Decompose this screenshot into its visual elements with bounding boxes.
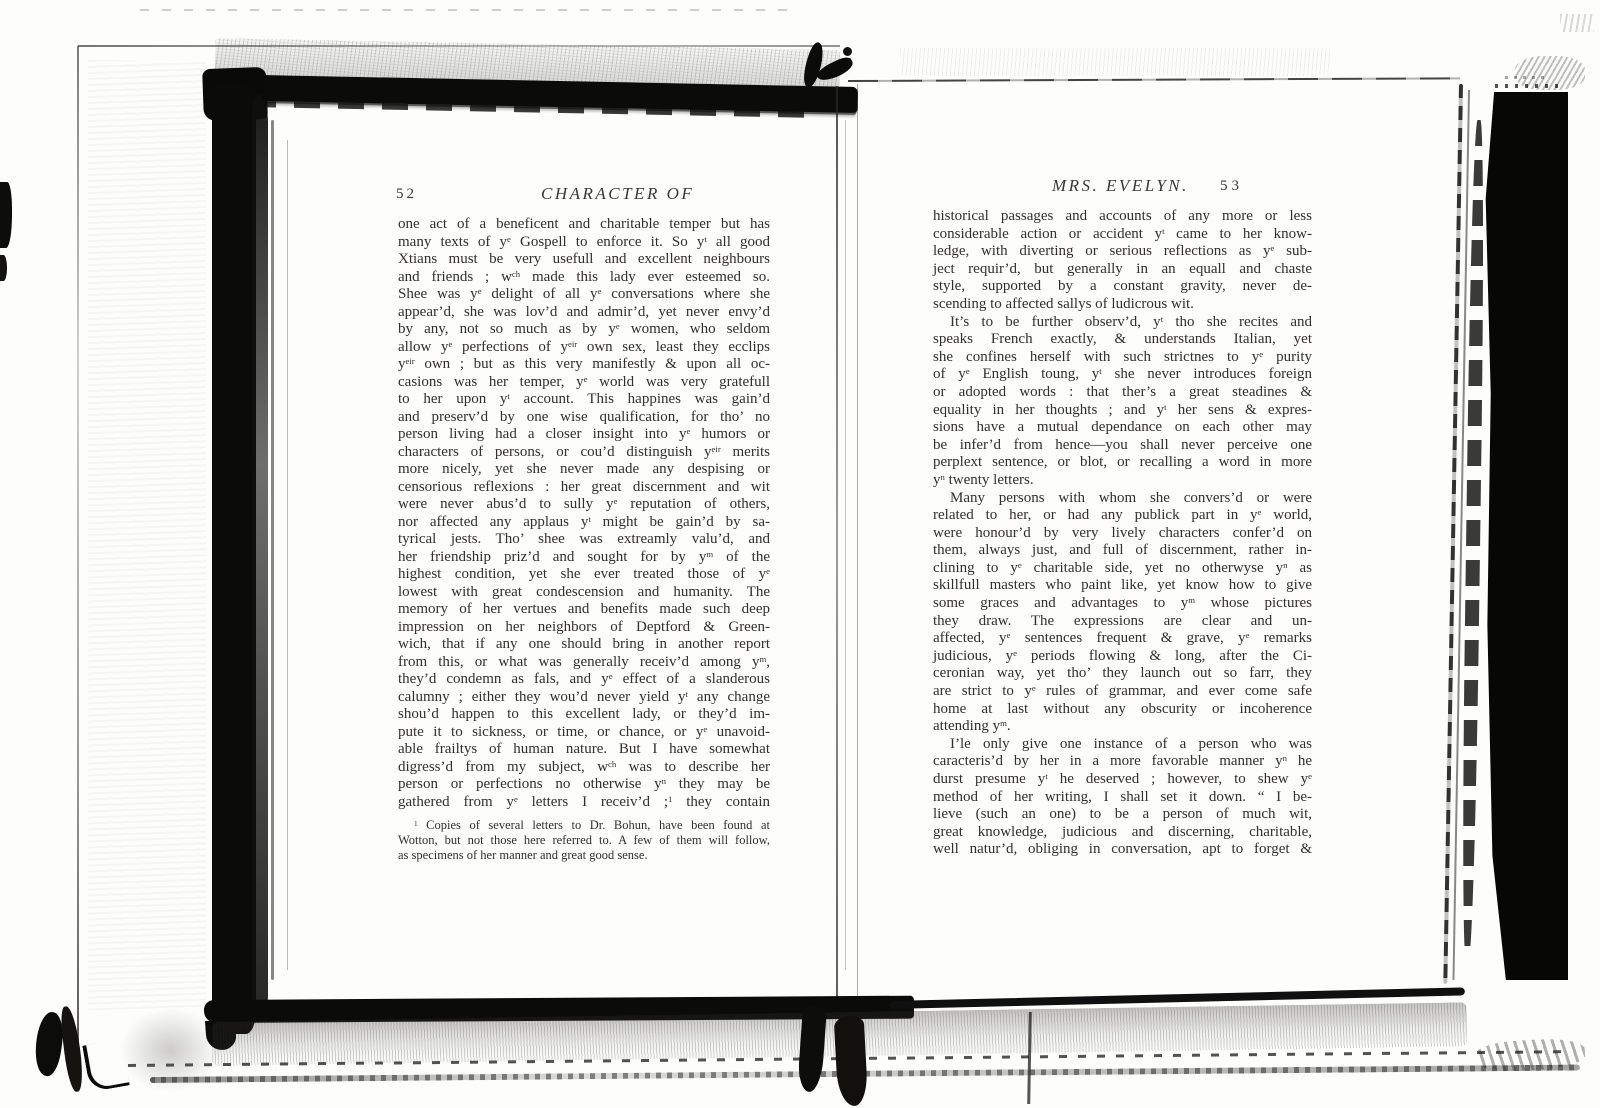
right-page-number: 53	[1220, 178, 1243, 194]
text-line: some graces and advantages to $y^m$ whose pictures	[933, 595, 1312, 612]
text-line: It’s to be further observ’d, $y^t$ tho she recites and	[950, 313, 1312, 330]
text-line: wich, that if any one should bring in another report	[398, 636, 770, 652]
text-line: Many persons with whom she convers’d or were	[950, 489, 1312, 506]
scan-artifact-top-right-dots	[1495, 84, 1565, 88]
text-line: clining to $y^e$ charitable side, yet no otherwyse $y^n$ as	[933, 559, 1313, 576]
text-line: and friends ; $w^{ch}$ made this lady ever esteemed so.	[398, 268, 771, 285]
left-running-header: CHARACTER OF	[541, 184, 695, 203]
text-line: casions was her temper, $y^e$ world was very gratefull	[398, 373, 770, 390]
text-line: related to her, or had any publick part in $y^e$ world,	[933, 507, 1312, 524]
text-line: perplext sentence, or blot, or recalling a word in more	[933, 454, 1312, 471]
text-line: digress’d from my subject, $w^{ch}$ was to describe her	[398, 758, 770, 775]
text-line: ledge, with diverting or serious reflections as $y^e$ sub-	[933, 243, 1312, 260]
text-line: great knowledge, judicious and discerning, charitable,	[933, 823, 1312, 840]
scan-artifact-cover-left-edge	[77, 46, 79, 1090]
left-page-footnote	[398, 818, 770, 863]
text-line: person or perfections no otherwise $y^n$ they may be	[398, 776, 771, 792]
scan-artifact-top-right-dots-2	[1505, 76, 1545, 79]
text-line: her friendship priz’d and sought for by $y^m$ of the	[398, 548, 770, 565]
text-line: gathered from $y^e$ letters I receiv’d ;$^1$ they contain	[398, 793, 770, 810]
scan-artifact-right-blob-streaks	[1460, 120, 1486, 960]
scan-artifact-image-left-mark	[0, 182, 12, 248]
text-line: pute it to sickness, or time, or chance, or $y^e$ unavoid-	[398, 723, 770, 740]
text-line: characters of persons, or cou’d distinguish $y^{eir}$ merits	[398, 443, 770, 460]
text-line: and preserv’d by one wise qualification, for tho’ no	[398, 408, 770, 425]
text-line: home at last without any obscurity or incoherence	[933, 700, 1312, 717]
text-line: as specimens of her manner and great good sense.	[398, 848, 648, 862]
scan-artifact-left-margin-texture	[88, 60, 206, 1010]
text-line: allow $y^e$ perfections of $y^{eir}$ own sex, least they ecclips	[398, 338, 770, 355]
scan-artifact-top-faint-line	[140, 9, 790, 11]
text-line: nor affected any applaus $y^t$ might be gain’d by sa-	[398, 513, 770, 530]
scan-artifact-right-page-top-edge	[848, 77, 1460, 82]
text-line: well natur’d, obliging in conversation, apt to forget &	[933, 841, 1312, 858]
text-line: affected, $y^e$ sentences frequent & grave, $y^e$ remarks	[933, 630, 1312, 647]
text-line: style, supported by a constant gravity, never de-	[933, 278, 1312, 295]
text-line: be infer’d from hence—you shall never perceive one	[933, 436, 1312, 453]
text-line: $y^{eir}$ own ; but as this very manifestly & upon all oc-	[398, 356, 770, 372]
scan-artifact-spine-bottom-blob-2	[834, 1015, 869, 1106]
scan-artifact-spine-bottom-blob	[797, 1005, 827, 1092]
scan-artifact-left-band-streak	[252, 95, 268, 1015]
scan-artifact-bottom-left-blob-2	[59, 1005, 85, 1092]
text-line: more nicely, yet she never made any despising or	[398, 461, 770, 477]
text-line: method of her writing, I shall set it down. “ I be-	[933, 788, 1312, 805]
text-line: attending $y^m$.	[933, 718, 1011, 735]
left-page-body	[398, 216, 770, 811]
text-line: one act of a beneficent and charitable temper but has	[398, 216, 770, 232]
scan-artifact-right-page-left-edge	[857, 84, 858, 1004]
scan-artifact-left-page-edge-line	[287, 140, 288, 970]
text-line: lieve (such an one) to be a person of much wit,	[933, 806, 1312, 823]
text-line: $^1$ Copies of several letters to Dr. Bohun, have been found at	[414, 818, 770, 832]
text-line: calumny ; either they wou’d never yield $y^t$ any change	[398, 688, 770, 705]
text-line: she confines herself with such strictnes to $y^e$ purity	[933, 348, 1312, 365]
text-line: able frailtys of human nature. But I have somewhat	[398, 741, 770, 757]
text-line: historical passages and accounts of any more or less	[933, 208, 1312, 224]
text-line: impression on her neighbors of Deptford & Green-	[398, 618, 770, 635]
text-line: appear’d, she was lov’d and admir’d, yet never envy’d	[398, 303, 770, 320]
text-line: speaks French exactly, & understands Italian, yet	[933, 331, 1312, 348]
text-line: tyrical jests. Tho’ shee was extreamly valu’d, and	[398, 531, 770, 547]
text-line: censorious reflexions : her great discernment and wit	[398, 478, 770, 495]
text-line: by any, not so much as by $y^e$ women, who seldom	[398, 321, 770, 337]
text-line: Wotton, but not those here referred to. A few of them will follow,	[398, 833, 770, 847]
text-line: shou’d happen to this excellent lady, or they’d im-	[398, 706, 770, 722]
left-page-number: 52	[396, 186, 417, 202]
text-line: ject requir’d, but generally in an equall and chaste	[933, 260, 1312, 277]
text-line: Xtians must be very usefull and excellent neighbours	[398, 251, 770, 267]
right-page-body	[933, 208, 1312, 859]
text-line: they’d condemn as fals, and $y^e$ effect of a slanderous	[398, 671, 770, 687]
scan-artifact-spine-top-dot	[843, 47, 852, 56]
text-line: durst presume $y^t$ he deserved ; however, to shew $y^e$	[933, 771, 1312, 787]
text-line: I’le only give one instance of a person who was	[950, 735, 1312, 752]
text-line: scending to affected sallys of ludicrous wit.	[933, 295, 1194, 312]
right-running-header: MRS. EVELYN.	[1052, 176, 1189, 195]
text-line: considerable action or accident $y^t$ came to her know-	[933, 225, 1312, 242]
scan-artifact-center-fold-line	[836, 86, 838, 1002]
scan-artifact-left-band-thin-streak	[271, 120, 274, 980]
scan-artifact-right-top-noise	[900, 48, 1330, 76]
text-line: lowest with great condescension and humanity. The	[398, 583, 770, 600]
text-line: were never abus’d to sully $y^e$ reputation of others,	[398, 496, 770, 512]
text-line: skillfull masters who paint like, yet know how to give	[933, 577, 1312, 594]
text-line: memory of her vertues and benefits made such deep	[398, 601, 770, 617]
text-line: many texts of $y^e$ Gospell to enforce it. So $y^t$ all good	[398, 233, 770, 250]
text-line: sions have a mutual dependance on each other may	[933, 419, 1312, 436]
text-line: $y^n$ twenty letters.	[933, 471, 1034, 488]
text-line: were honour’d by very lively characters confer’d on	[933, 524, 1312, 541]
text-line: Shee was $y^e$ delight of all $y^e$ conversations where she	[398, 286, 770, 302]
text-line: ceronian way, yet tho’ they launch out so farr, they	[933, 665, 1312, 682]
text-line: they draw. The expressions are clear and un-	[933, 612, 1312, 629]
text-line: equality in her thoughts ; and $y^t$ her sens & expres-	[933, 401, 1312, 418]
scan-artifact-center-fold-line-faint	[845, 120, 846, 970]
text-line: from this, or what was generally receiv’d among $y^m$,	[398, 653, 770, 670]
text-line: person living had a closer insight into $y^e$ humors or	[398, 426, 770, 442]
text-line: them, always just, and full of discernment, rather in-	[933, 542, 1312, 559]
scan-artifact-right-black-region	[1484, 92, 1568, 980]
scan-artifact-left-black-band	[212, 82, 256, 1034]
text-line: highest condition, yet she ever treated those of $y^e$	[398, 566, 770, 582]
scan-artifact-image-left-mark-small	[0, 255, 7, 281]
text-line: caracteris’d by her in a more favorable manner $y^n$ he	[933, 753, 1312, 770]
text-line: judicious, $y^e$ periods flowing & long, after the Ci-	[933, 647, 1312, 664]
text-line: of $y^e$ English toung, $y^t$ she never introduces foreign	[933, 366, 1312, 383]
text-line: or adopted words : that ther’s a great steadines &	[933, 383, 1312, 400]
text-line: are strict to $y^e$ rules of grammar, and ever come safe	[933, 683, 1312, 700]
scan-artifact-bottom-left-wash	[120, 1008, 220, 1092]
text-line: to her upon $y^t$ account. This happines was gain’d	[398, 391, 770, 407]
scan-artifact-top-right-corner-marks	[1560, 14, 1594, 32]
